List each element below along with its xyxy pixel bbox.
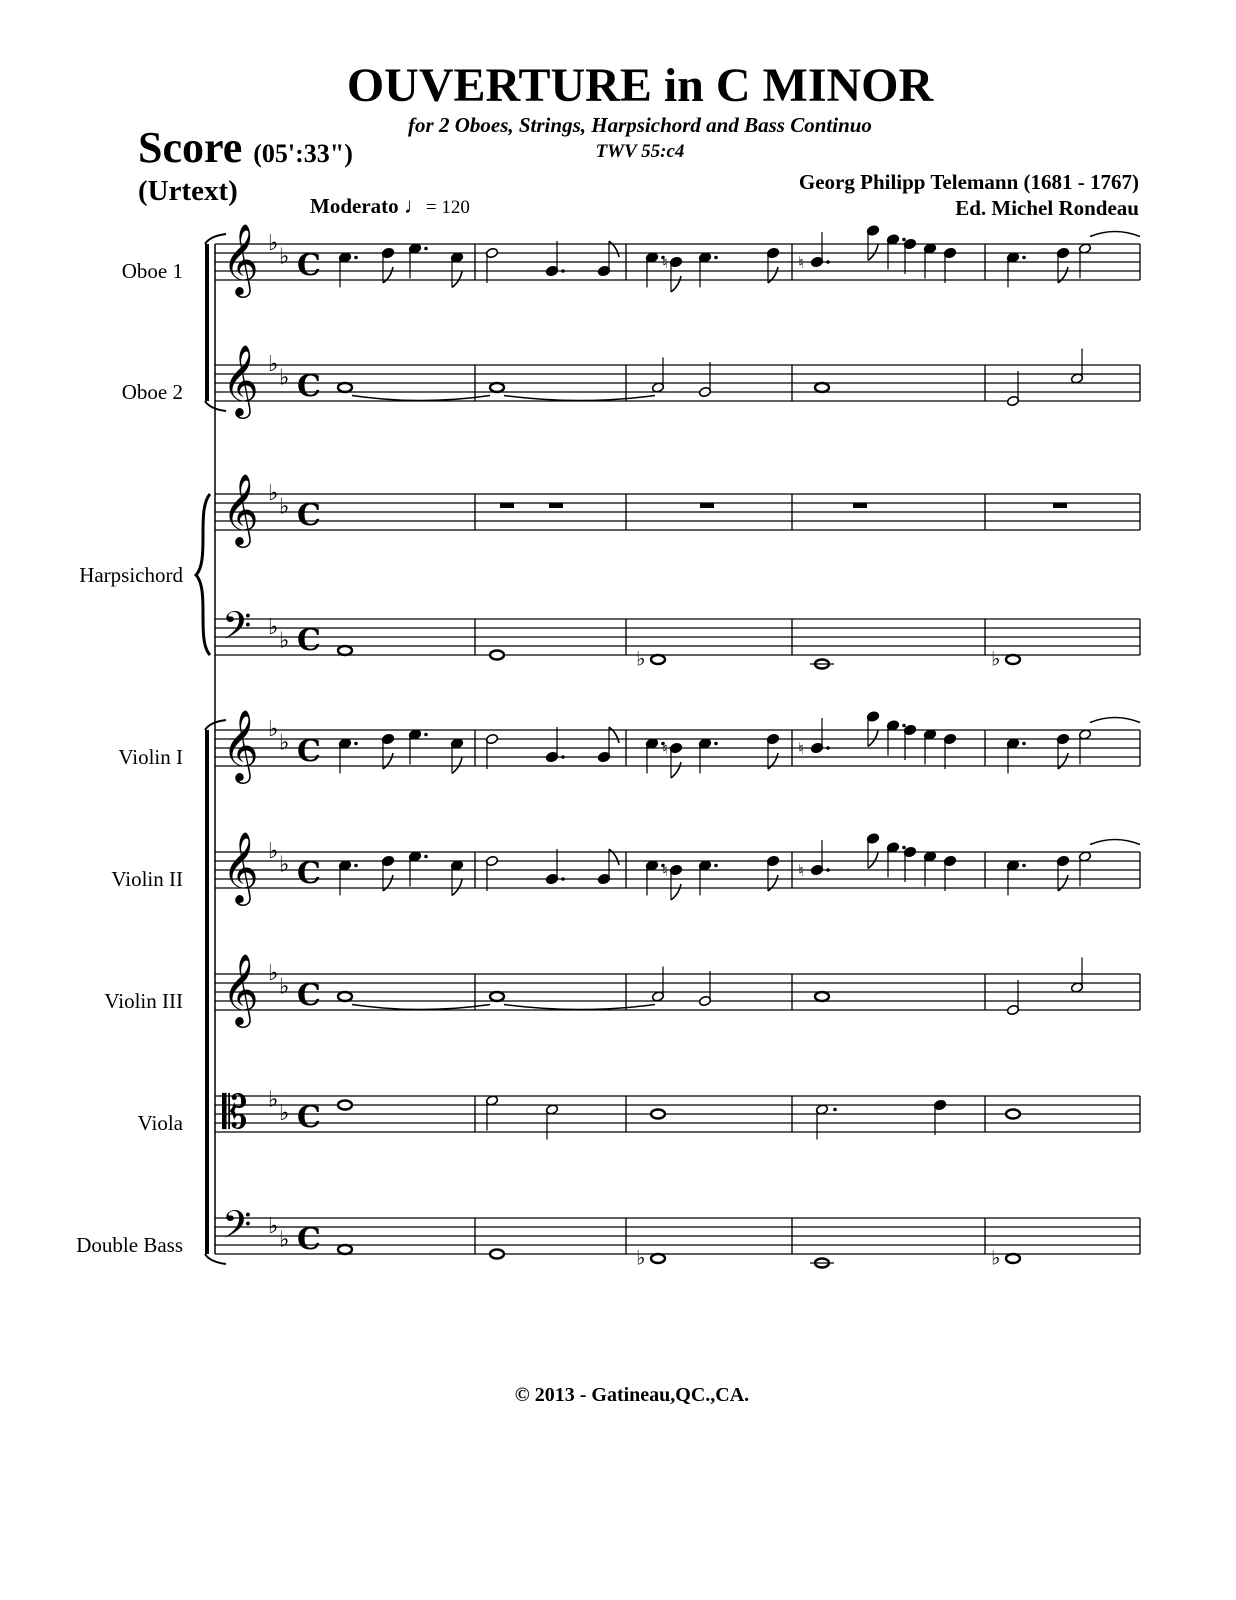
whole-note bbox=[490, 383, 504, 392]
flat-icon: ♭ bbox=[268, 615, 279, 640]
flat-icon: ♭ bbox=[268, 961, 279, 986]
editor: Ed. Michel Rondeau bbox=[955, 196, 1139, 220]
whole-note bbox=[490, 992, 504, 1001]
common-time-icon: C bbox=[297, 1100, 321, 1135]
instrument-label-violin-3: Violin III bbox=[104, 989, 183, 1013]
treble-clef-icon: 𝄞 bbox=[222, 952, 259, 1025]
whole-note bbox=[651, 1254, 665, 1263]
flat-icon: ♭ bbox=[268, 717, 279, 742]
whole-note bbox=[651, 655, 665, 664]
tie bbox=[1090, 718, 1140, 723]
dot bbox=[1022, 742, 1026, 746]
dot bbox=[902, 846, 906, 850]
instrument-label-viola: Viola bbox=[137, 1111, 183, 1135]
flat-icon: ♭ bbox=[268, 839, 279, 864]
natural-icon: ♮ bbox=[798, 739, 804, 758]
score-word: Score bbox=[138, 123, 243, 172]
natural-icon: ♮ bbox=[798, 253, 804, 272]
instrument-label-oboe-2: Oboe 2 bbox=[121, 380, 183, 404]
whole-note bbox=[338, 992, 352, 1001]
flat-icon: ♭ bbox=[279, 1227, 290, 1253]
instrument-label-harpsichord: Harpsichord bbox=[79, 563, 183, 587]
flag bbox=[671, 276, 681, 292]
bass-clef-icon: 𝄢 bbox=[222, 603, 252, 657]
dot bbox=[561, 877, 565, 881]
treble-clef-icon: 𝄞 bbox=[222, 708, 259, 781]
whole-note bbox=[815, 992, 829, 1001]
flat-icon: ♭ bbox=[279, 730, 290, 756]
subtitle: for 2 Oboes, Strings, Harpsichord and Bass Continuo bbox=[408, 113, 872, 137]
bass-clef-icon: 𝄢 bbox=[222, 1202, 252, 1256]
whole-rest bbox=[853, 503, 867, 508]
common-time-icon: C bbox=[297, 1222, 321, 1257]
common-time-icon: C bbox=[297, 498, 321, 533]
dot bbox=[1022, 864, 1026, 868]
whole-note bbox=[490, 1250, 504, 1259]
dot bbox=[424, 247, 428, 251]
flat-icon: ♭ bbox=[279, 494, 290, 520]
flat-icon: ♭ bbox=[268, 231, 279, 256]
dot bbox=[424, 855, 428, 859]
flat-icon: ♭ bbox=[279, 852, 290, 878]
tie bbox=[1090, 232, 1140, 237]
dot bbox=[902, 724, 906, 728]
dot bbox=[714, 742, 718, 746]
flat-icon: ♭ bbox=[279, 244, 290, 270]
composer: Georg Philipp Telemann (1681 - 1767) bbox=[798, 170, 1139, 194]
dot bbox=[714, 864, 718, 868]
catalog-number: TWV 55:c4 bbox=[595, 141, 685, 162]
flat-icon: ♭ bbox=[279, 365, 290, 391]
duration: (05':33") bbox=[253, 139, 353, 168]
whole-note bbox=[338, 383, 352, 392]
flat-icon: ♭ bbox=[991, 646, 1001, 671]
flat-icon: ♭ bbox=[268, 1214, 279, 1239]
dot bbox=[826, 260, 830, 264]
whole-rest bbox=[700, 503, 714, 508]
treble-clef-icon: 𝄞 bbox=[222, 343, 259, 416]
whole-rest bbox=[1053, 503, 1067, 508]
whole-rest bbox=[549, 503, 563, 508]
tempo-bpm: = 120 bbox=[425, 197, 470, 218]
flag bbox=[671, 762, 681, 778]
dot bbox=[833, 1108, 837, 1112]
natural-icon: ♮ bbox=[798, 861, 804, 880]
flat-icon: ♭ bbox=[279, 974, 290, 1000]
instrument-label-violin-2: Violin II bbox=[111, 867, 183, 891]
dot bbox=[354, 742, 358, 746]
flat-icon: ♭ bbox=[279, 628, 290, 654]
treble-clef-icon: 𝄞 bbox=[222, 472, 259, 545]
dot bbox=[354, 256, 358, 260]
treble-clef-icon: 𝄞 bbox=[222, 222, 259, 295]
whole-note bbox=[338, 1245, 352, 1254]
flat-icon: ♭ bbox=[268, 1087, 279, 1113]
common-time-icon: C bbox=[297, 623, 321, 658]
copyright: © 2013 - Gatineau,QC.,CA. bbox=[514, 1384, 750, 1406]
natural-icon: ♮ bbox=[662, 861, 668, 880]
dot bbox=[1022, 256, 1026, 260]
urtext-label: (Urtext) bbox=[138, 175, 238, 207]
dot bbox=[826, 746, 830, 750]
dot bbox=[561, 269, 565, 273]
instrument-label-double-bass: Double Bass bbox=[76, 1233, 183, 1257]
common-time-icon: C bbox=[297, 248, 321, 283]
page-title: OUVERTURE in C MINOR bbox=[346, 59, 934, 112]
dot bbox=[826, 868, 830, 872]
natural-icon: ♮ bbox=[662, 253, 668, 272]
whole-note bbox=[651, 1110, 665, 1119]
whole-note bbox=[1006, 1110, 1020, 1119]
flag bbox=[671, 884, 681, 900]
dot bbox=[354, 864, 358, 868]
tie bbox=[504, 396, 655, 401]
flat-icon: ♭ bbox=[636, 1245, 646, 1270]
whole-note bbox=[490, 651, 504, 660]
whole-note bbox=[338, 646, 352, 655]
flat-icon: ♭ bbox=[279, 1101, 290, 1126]
quarter-note-icon: ♩ bbox=[403, 193, 426, 218]
natural-icon: ♮ bbox=[662, 739, 668, 758]
dot bbox=[424, 733, 428, 737]
tie bbox=[352, 1005, 490, 1010]
harpsichord-brace bbox=[196, 494, 210, 655]
flat-icon: ♭ bbox=[268, 352, 279, 377]
dot bbox=[561, 755, 565, 759]
flat-icon: ♭ bbox=[636, 646, 646, 671]
whole-note bbox=[815, 383, 829, 392]
common-time-icon: C bbox=[297, 734, 321, 769]
flat-icon: ♭ bbox=[991, 1245, 1001, 1270]
flat-icon: ♭ bbox=[268, 481, 279, 506]
whole-note bbox=[338, 1101, 352, 1110]
common-time-icon: C bbox=[297, 856, 321, 891]
dot bbox=[902, 238, 906, 242]
instrument-label-violin-1: Violin I bbox=[118, 745, 183, 769]
instrument-label-oboe-1: Oboe 1 bbox=[121, 259, 183, 283]
treble-clef-icon: 𝄞 bbox=[222, 830, 259, 903]
common-time-icon: C bbox=[297, 978, 321, 1013]
whole-note bbox=[1006, 655, 1020, 664]
tie bbox=[352, 396, 490, 401]
tempo-text: Moderato bbox=[310, 194, 399, 218]
common-time-icon: C bbox=[297, 369, 321, 404]
alto-clef-icon: 𝄡 bbox=[222, 1085, 248, 1139]
whole-rest bbox=[500, 503, 514, 508]
dot bbox=[714, 256, 718, 260]
tie bbox=[504, 1005, 655, 1010]
whole-note bbox=[1006, 1254, 1020, 1263]
tie bbox=[1090, 840, 1140, 845]
